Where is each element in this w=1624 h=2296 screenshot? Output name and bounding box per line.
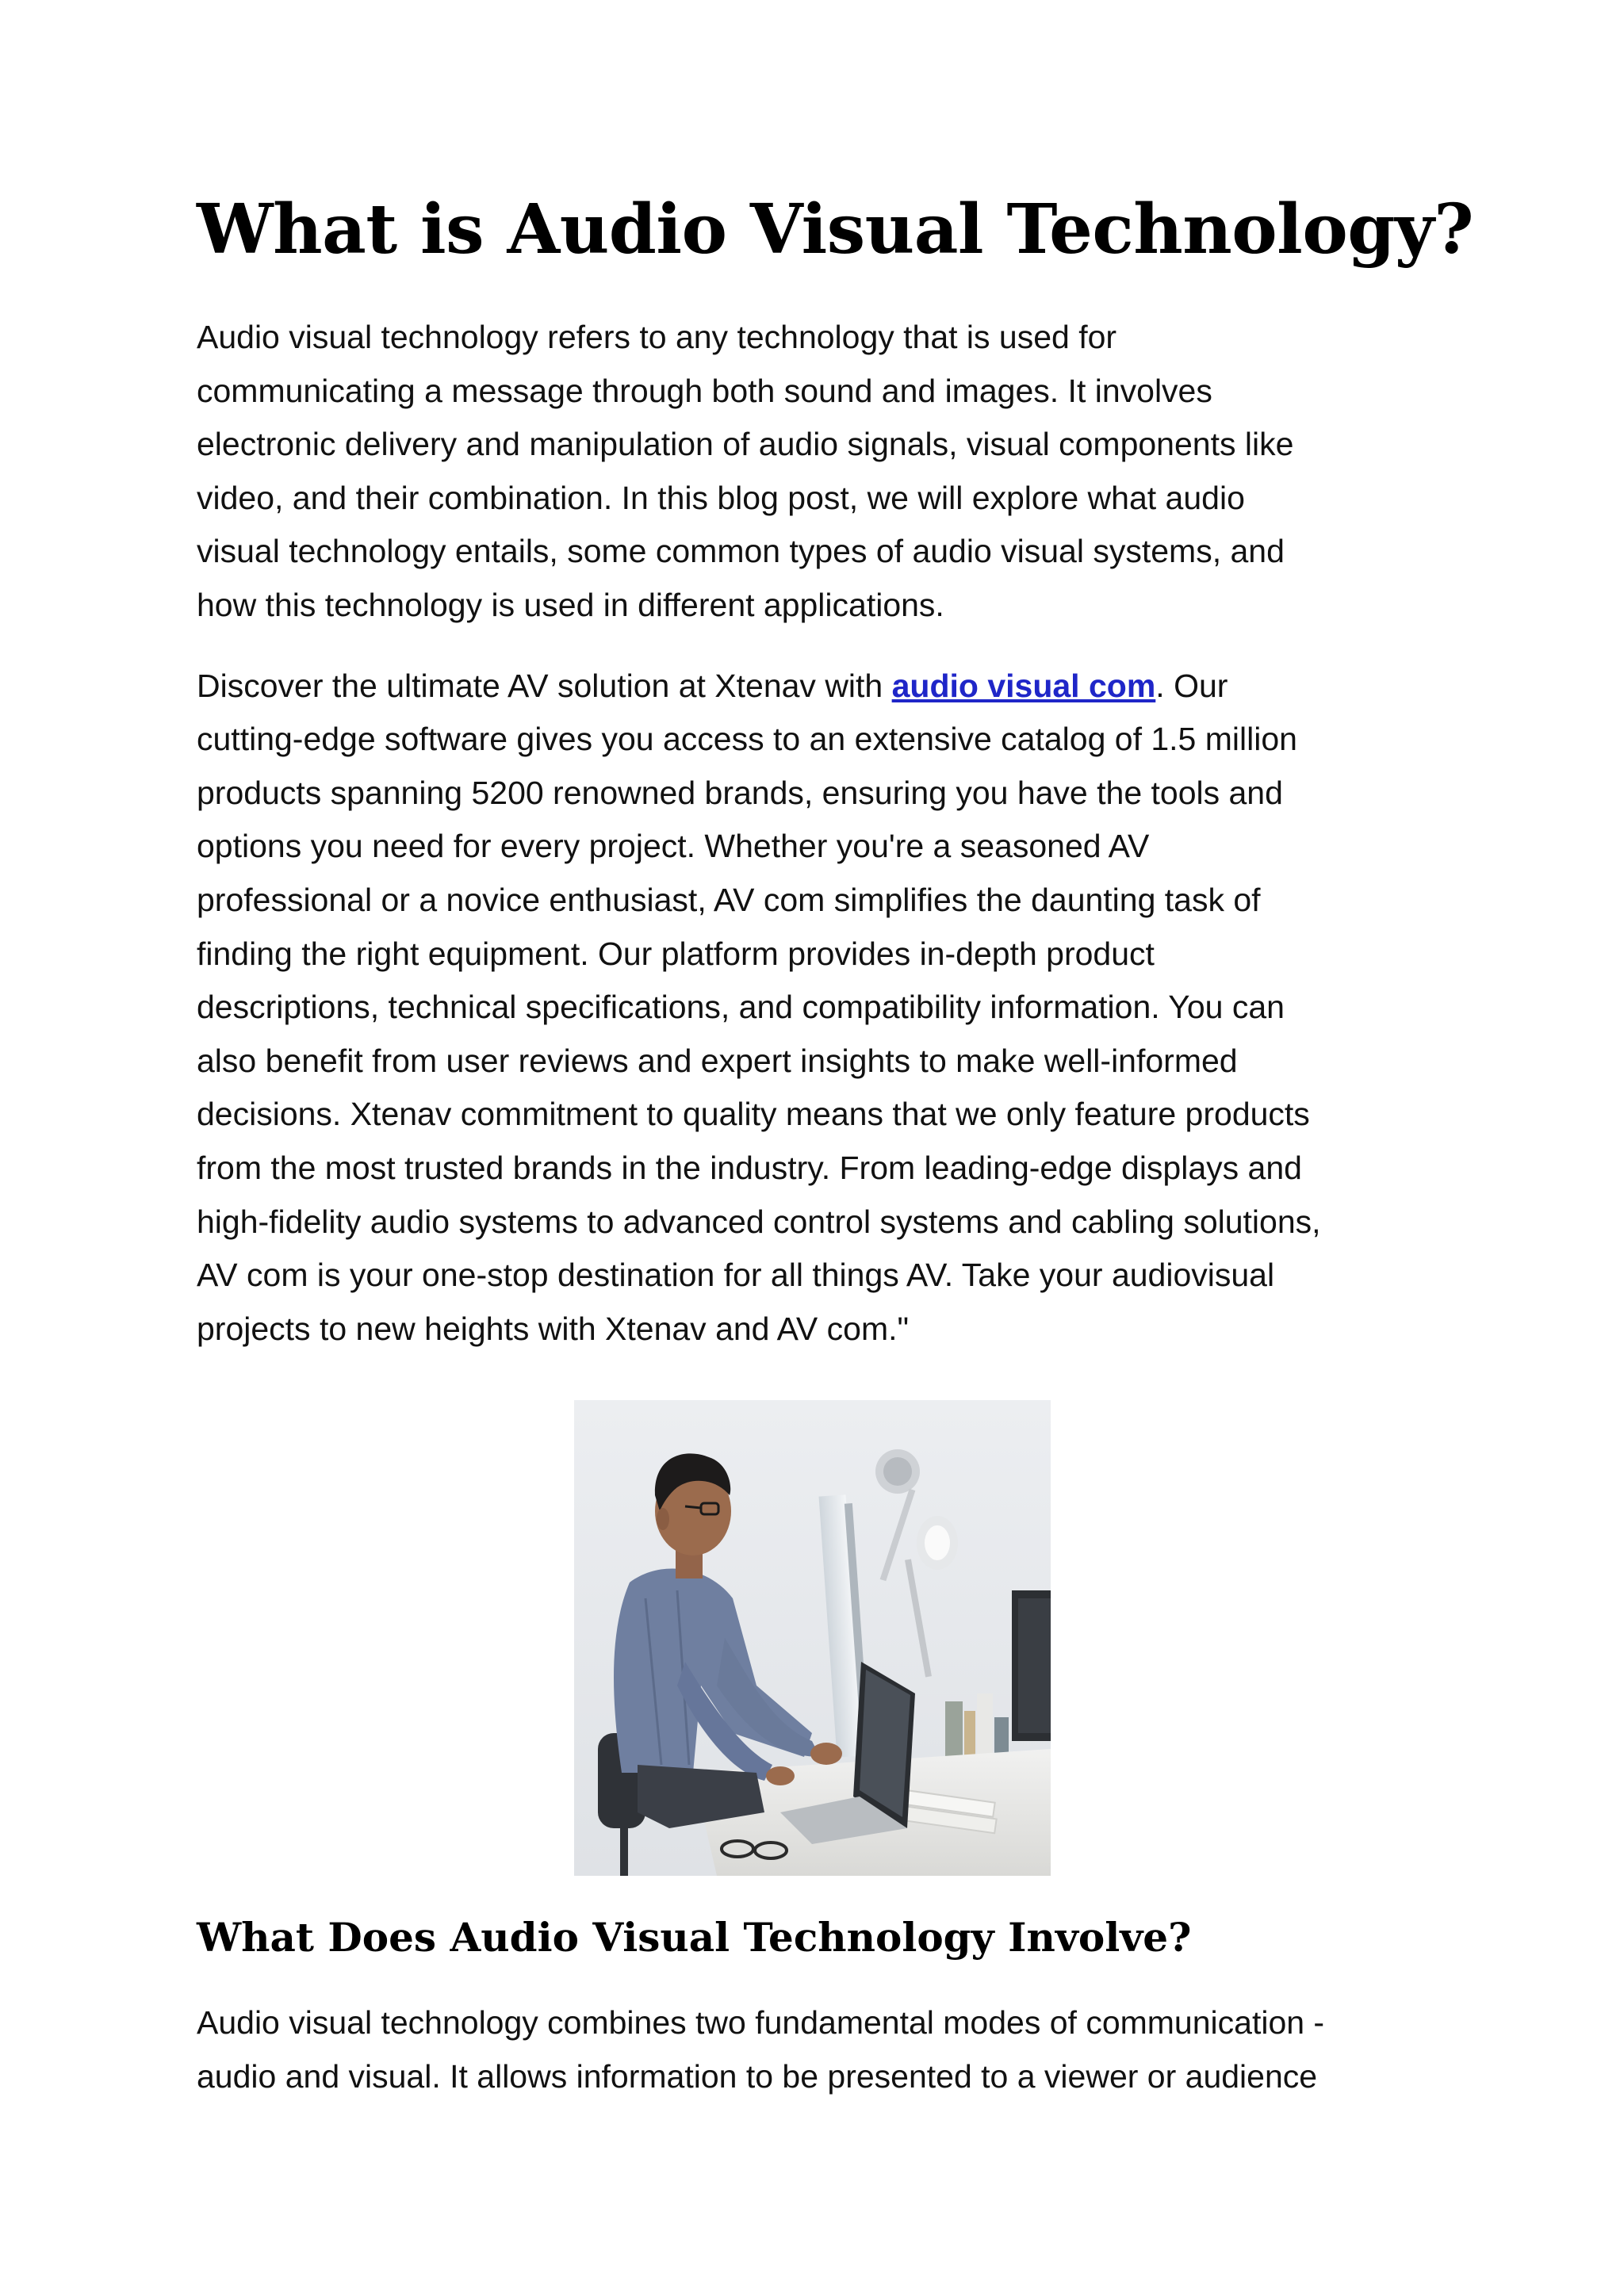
promo-line: cutting-edge software gives you access to an extensive catalog of 1.5 million bbox=[197, 721, 1297, 758]
section-heading: What Does Audio Visual Technology Involve? bbox=[197, 1914, 1192, 1961]
audio-visual-com-link[interactable]: audio visual com bbox=[891, 667, 1156, 704]
intro-paragraph bbox=[197, 311, 1442, 633]
article-body bbox=[197, 182, 1474, 1383]
intro-line: visual technology entails, some common types of audio visual systems, and bbox=[197, 533, 1285, 570]
promo-line: high-fidelity audio systems to advanced control systems and cabling solutions, bbox=[197, 1203, 1321, 1240]
promo-line: finding the right equipment. Our platform provides in-depth product bbox=[197, 935, 1155, 972]
intro-line: Audio visual technology refers to any technology that is used for bbox=[197, 319, 1117, 355]
promo-line: descriptions, technical specifications, and compatibility information. You can bbox=[197, 989, 1285, 1026]
promo-line: projects to new heights with Xtenav and AV com." bbox=[197, 1310, 910, 1347]
page-title: What is Audio Visual Technology? bbox=[197, 189, 1474, 270]
promo-line: professional or a novice enthusiast, AV com simplifies the daunting task of bbox=[197, 881, 1261, 918]
promo-paragraph bbox=[197, 660, 1442, 1357]
section-line: audio and visual. It allows information to be presented to a viewer or audience bbox=[197, 2057, 1318, 2095]
intro-line: electronic delivery and manipulation of audio signals, visual components like bbox=[197, 426, 1294, 463]
promo-line: AV com is your one-stop destination for all things AV. Take your audiovisual bbox=[197, 1257, 1275, 1294]
section-paragraph bbox=[197, 1996, 1442, 2103]
intro-line: video, and their combination. In this blog post, we will explore what audio bbox=[197, 479, 1245, 516]
intro-line: communicating a message through both sound and images. It involves bbox=[197, 372, 1212, 409]
intro-line: how this technology is used in different applications. bbox=[197, 586, 944, 623]
promo-line: also benefit from user reviews and expert insights to make well-informed bbox=[197, 1042, 1238, 1079]
promo-first-line bbox=[197, 660, 1442, 714]
promo-line: decisions. Xtenav commitment to quality means that we only feature products bbox=[197, 1096, 1310, 1133]
promo-line: from the most trusted brands in the industry. From leading-edge displays and bbox=[197, 1149, 1302, 1186]
office-worker-illustration bbox=[574, 1400, 1051, 1876]
section-line: Audio visual technology combines two fundamental modes of communication - bbox=[197, 2004, 1325, 2041]
promo-text-after-link: . Our bbox=[1155, 667, 1228, 704]
office-worker-photo bbox=[574, 1400, 1051, 1876]
promo-line: products spanning 5200 renowned brands, ensuring you have the tools and bbox=[197, 774, 1283, 811]
promo-text-before-link: Discover the ultimate AV solution at Xtenav with bbox=[197, 667, 892, 704]
promo-line: options you need for every project. Whether you're a seasoned AV bbox=[197, 828, 1150, 865]
